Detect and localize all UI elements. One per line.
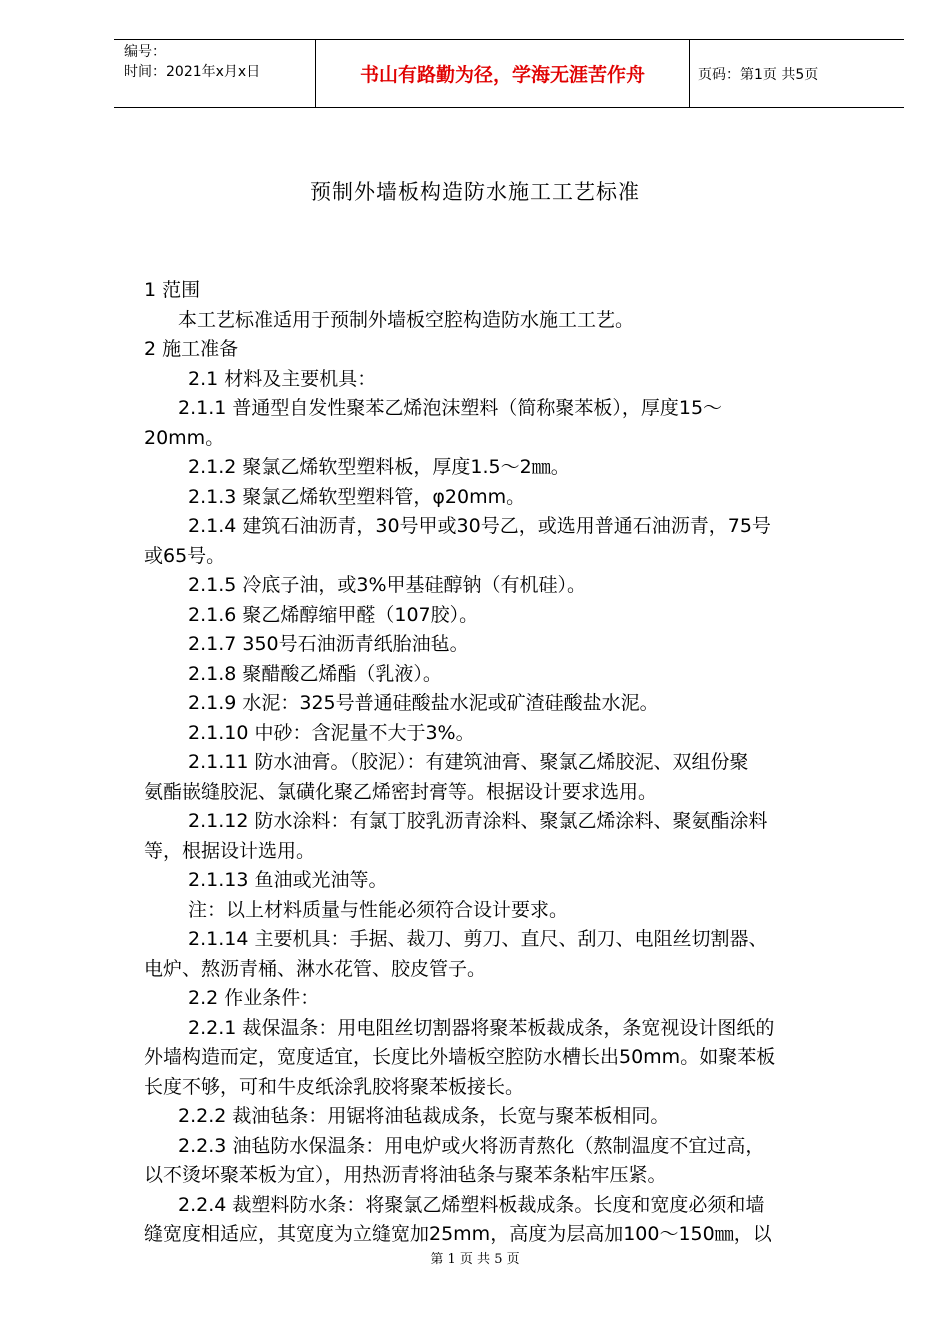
text-line: 或65号。 — [144, 544, 226, 567]
text-line: 注：以上材料质量与性能必须符合设计要求。 — [188, 898, 569, 921]
page-info: 页码：第1页 共5页 — [698, 66, 819, 83]
text-line: 2.2.2 裁油毡条：用锯将油毡裁成条，长宽与聚苯板相同。 — [178, 1105, 670, 1127]
page-footer: 第 1 页 共 5 页 — [430, 1252, 520, 1267]
text-line: 2.1.9 水泥：325号普通硅酸盐水泥或矿渣硅酸盐水泥。 — [188, 692, 659, 714]
number-label: 编号： — [124, 44, 166, 60]
text-line: 2.1.7 350号石油沥青纸胎油毡。 — [188, 633, 469, 655]
header-motto-cell — [316, 40, 690, 107]
header-page-cell — [690, 40, 904, 107]
text-line: 2.2.4 裁塑料防水条：将聚氯乙烯塑料板裁成条。长度和宽度必须和墙 — [178, 1193, 765, 1216]
header-meta — [114, 40, 316, 107]
document-title: 预制外墙板构造防水施工工艺标准 — [310, 180, 640, 204]
text-line: 2 施工准备 — [144, 338, 239, 360]
text-line: 等，根据设计选用。 — [144, 839, 316, 862]
text-line: 2.1.12 防水涂料：有氯丁胶乳沥青涂料、聚氯乙烯涂料、聚氨酯涂料 — [188, 810, 768, 832]
text-line: 2.2.1 裁保温条：用电阻丝切割器将聚苯板裁成条，条宽视设计图纸的 — [188, 1016, 775, 1039]
text-line: 2.2.3 油毡防水保温条：用电炉或火将沥青熬化（熬制温度不宜过高， — [178, 1134, 765, 1157]
motto: 书山有路勤为径，学海无涯苦作舟 — [359, 64, 645, 86]
text-line: 本工艺标准适用于预制外墙板空腔构造防水施工工艺。 — [178, 308, 635, 331]
text-line: 2.1.3 聚氯乙烯软型塑料管，φ20mm。 — [188, 485, 526, 508]
text-line: 2.1.10 中砂：含泥量不大于3%。 — [188, 721, 475, 744]
text-line: 2.1.6 聚乙烯醇缩甲醛（107胶）。 — [188, 603, 479, 626]
text-line: 氨酯嵌缝胶泥、氯磺化聚乙烯密封膏等。根据设计要求选用。 — [144, 780, 658, 803]
text-line: 20mm。 — [144, 426, 225, 449]
document-body — [144, 276, 880, 1250]
text-line: 2.1 材料及主要机具： — [188, 367, 377, 390]
text-line: 缝宽度相适应，其宽度为立缝宽加25mm，高度为层高加100～150㎜，以 — [144, 1223, 772, 1245]
text-line: 2.1.11 防水油膏。（胶泥）：有建筑油膏、聚氯乙烯胶泥、双组份聚 — [188, 751, 749, 773]
time-label: 时间：2021年x月x日 — [124, 64, 261, 80]
text-line: 2.1.14 主要机具：手据、裁刀、剪刀、直尺、刮刀、电阻丝切割器、 — [188, 928, 768, 950]
text-line: 2.1.1 普通型自发性聚苯乙烯泡沫塑料（简称聚苯板），厚度15～ — [178, 397, 723, 419]
text-line: 2.2 作业条件： — [188, 987, 320, 1009]
text-line: 长度不够，可和牛皮纸涂乳胶将聚苯板接长。 — [144, 1075, 525, 1098]
text-line: 2.1.8 聚醋酸乙烯酯（乳液）。 — [188, 662, 442, 685]
text-line: 外墙构造而定，宽度适宜，长度比外墙板空腔防水槽长出50mm。如聚苯板 — [144, 1046, 776, 1068]
text-line: 2.1.5 冷底子油，或3%甲基硅醇钠（有机硅）。 — [188, 574, 587, 596]
text-line: 2.1.4 建筑石油沥青，30号甲或30号乙，或选用普通石油沥青，75号 — [188, 515, 771, 537]
text-line: 以不烫坏聚苯板为宜），用热沥青将油毡条与聚苯条粘牢压紧。 — [144, 1164, 667, 1186]
text-line: 1 范围 — [144, 279, 201, 301]
text-line: 电炉、熬沥青桶、淋水花管、胶皮管子。 — [144, 957, 487, 980]
text-line: 2.1.13 鱼油或光油等。 — [188, 869, 388, 891]
text-line: 2.1.2 聚氯乙烯软型塑料板，厚度1.5～2㎜。 — [188, 456, 570, 478]
page-header — [114, 39, 904, 108]
